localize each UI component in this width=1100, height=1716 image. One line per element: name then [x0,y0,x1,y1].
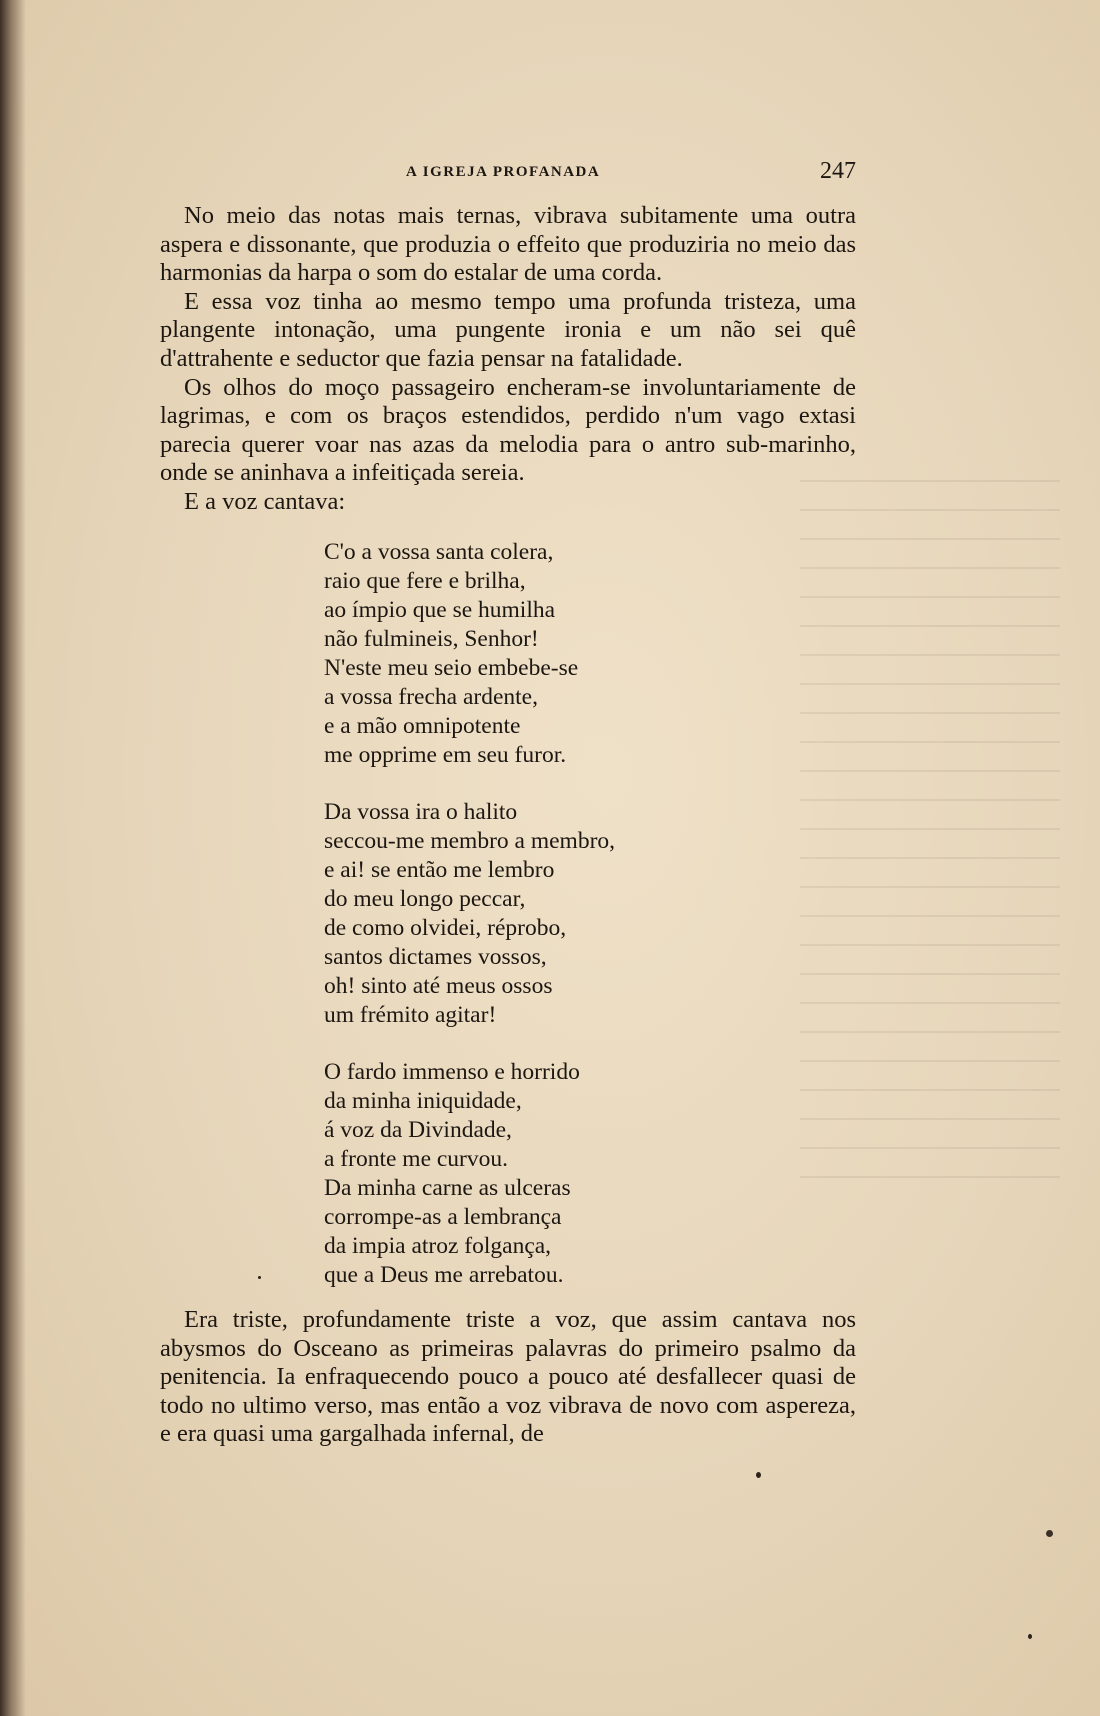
verse-line: seccou-me membro a membro, [324,828,616,854]
paragraph: No meio das notas mais ternas, vibrava subitamente uma outra aspera e dissonante, que produzia o effeito que produziria no meio das harmonias da harpa o som do estalar de uma corda. [160,202,856,287]
spine-shadow [0,0,26,1716]
stanza-3 [324,1058,724,1290]
closing-paragraph: Era triste, profundamente triste a voz, que assim cantava nos abysmos do Osceano as primeiras palavras do primeiro psalmo da penitencia. Ia enfraquecendo pouco a pouco até desfallecer quasi de todo no ultimo verso, mas então a voz vibrava de novo com aspereza, e era quasi uma gargalhada infernal, de [160,1306,856,1447]
show-through-text [800,480,1060,1200]
body-text [160,202,856,517]
verse-line: e a mão omnipotente [324,713,521,739]
verse-line: á voz da Divindade, [324,1117,512,1143]
psalm-poem [324,538,724,1318]
paragraph: Os olhos do moço passageiro encheram-se involuntariamente de lagrimas, e com os braços estendidos, perdido n'um vago extasi parecia querer voar nas azas da melodia para o antro sub-marinho, onde se aninhava a infeitiçada sereia. [160,373,856,487]
verse-line: santos dictames vossos, [324,944,547,970]
ink-speck [756,1472,761,1478]
verse-line: um frémito agitar! [324,1002,497,1028]
verse-line: que a Deus me arrebatou. [324,1262,564,1288]
ink-speck [1028,1634,1032,1639]
verse-line: ao ímpio que se humilha [324,597,556,623]
verse-line: não fulmineis, Senhor! [324,626,539,652]
ink-speck [258,1276,261,1279]
verse-line: da impia atroz folgança, [324,1233,552,1259]
verse-line: Da minha carne as ulceras [324,1175,571,1201]
verse-line: Da vossa ira o halito [324,799,518,825]
verse-line: raio que fere e brilha, [324,568,526,594]
verse-line: oh! sinto até meus ossos [324,973,553,999]
paragraph: E a voz cantava: [184,487,346,515]
verse-line: do meu longo peccar, [324,886,526,912]
verse-line: de como olvidei, réprobo, [324,915,567,941]
verse-line: e ai! se então me lembro [324,857,555,883]
ink-speck [1046,1530,1053,1537]
page-header [160,160,860,190]
running-title: A IGREJA PROFANADA [406,164,601,180]
verse-line: O fardo immenso e horrido [324,1059,580,1085]
verse-line: N'este meu seio embebe-se [324,655,579,681]
verse-line: da minha iniquidade, [324,1088,522,1114]
page-number: 247 [820,158,856,184]
verse-line: a vossa frecha ardente, [324,684,538,710]
verse-line: C'o a vossa santa colera, [324,539,554,565]
paragraph: E essa voz tinha ao mesmo tempo uma profunda tristeza, uma plangente intonação, uma pungente ironia e um não sei quê d'attrahente e seductor que fazia pensar na fatalidade. [160,287,856,372]
verse-line: corrompe-as a lembrança [324,1204,562,1230]
verse-line: a fronte me curvou. [324,1146,509,1172]
stanza-2 [324,798,724,1030]
stanza-1 [324,538,724,770]
verse-line: me opprime em seu furor. [324,742,567,768]
